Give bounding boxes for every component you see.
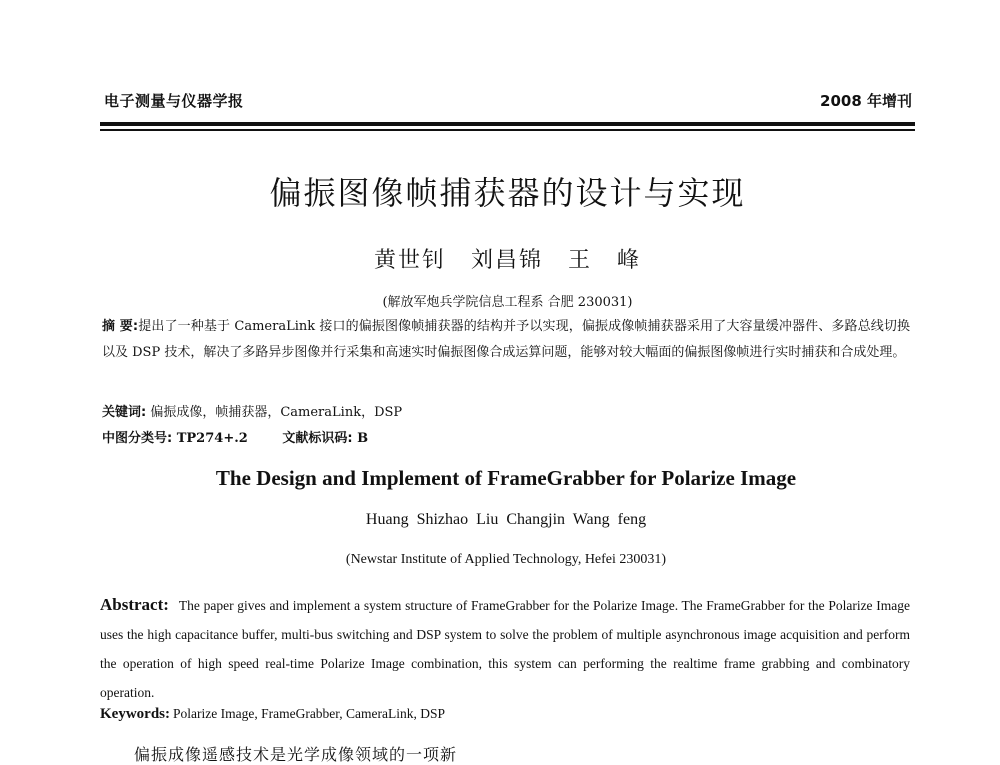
english-keywords-text: Polarize Image, FrameGrabber, CameraLink, DSP: [173, 706, 445, 721]
english-keywords-label: Keywords:: [100, 706, 170, 722]
header-rule-thick: [100, 122, 915, 126]
chinese-abstract: [102, 314, 910, 366]
english-abstract-text: The paper gives and implement a system structure of FrameGrabber for the Polarize Image. The FrameGrabber for the Polarize Image uses the high capacitance buffer, multi-bus switching and DSP system to solve the problem of multiple asynchronous image acquisition and perform the operation of high speed real-time Polarize Image combination, this system can performing the realtime frame grabbing and combinatory operation.: [100, 598, 910, 700]
english-affiliation: (Newstar Institute of Applied Technology, Hefei 230031): [345, 552, 667, 567]
chinese-keywords: [102, 401, 402, 420]
english-title: The Design and Implement of FrameGrabber for Polarize Image: [215, 466, 797, 490]
chinese-authors: 黄世钊 刘昌锦 王 峰: [374, 248, 641, 273]
classification-label: 中图分类号:: [102, 431, 173, 446]
english-keywords: [100, 706, 445, 723]
chinese-title: 偏振图像帧捕获器的设计与实现: [269, 174, 746, 212]
header-rule-thin: [100, 129, 915, 131]
chinese-keywords-label: 关键词:: [102, 405, 147, 420]
body-first-line: 偏振成像遥感技术是光学成像领域的一项新: [134, 745, 458, 764]
classification-value: TP274+.2: [176, 431, 248, 446]
chinese-abstract-label: 摘 要:: [102, 319, 139, 334]
document-code-value: B: [357, 431, 369, 446]
english-authors: Huang Shizhao Liu Changjin Wang feng: [365, 511, 647, 528]
chinese-affiliation: (解放军炮兵学院信息工程系 合肥 230031): [382, 295, 633, 310]
english-abstract: [100, 590, 910, 707]
chinese-abstract-text: 提出了一种基于 CameraLink 接口的偏振图像帧捕获器的结构并予以实现，偏振成像帧捕获器采用了大容量缓冲器件、多路总线切换以及 DSP 技术，解决了多路异步图像并行采集和高速实时偏振图像合成运算问题，能够对较大幅面的偏振图像帧进行实时捕获和合成处理。: [102, 319, 910, 360]
classification-line: [102, 427, 368, 446]
journal-name: 电子测量与仪器学报: [104, 92, 244, 110]
document-code-label: 文献标识码:: [282, 431, 353, 446]
english-abstract-label: Abstract:: [100, 595, 169, 614]
chinese-keywords-text: 偏振成像，帧捕获器，CameraLink，DSP: [150, 405, 403, 420]
journal-issue: 2008 年增刊: [820, 92, 912, 110]
